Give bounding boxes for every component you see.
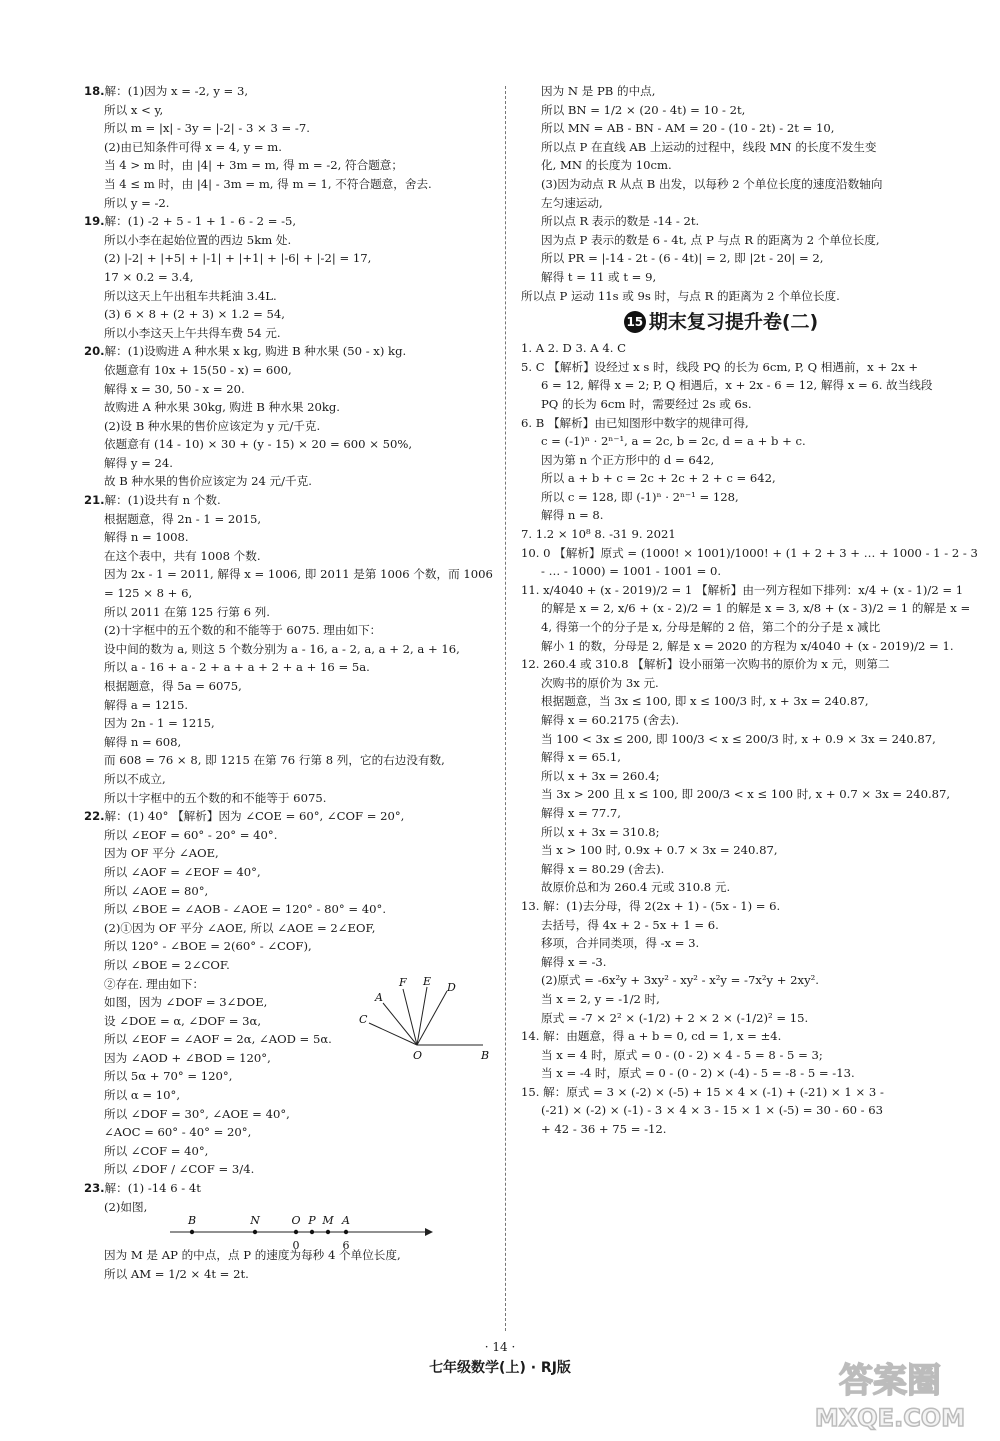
text-line — [521, 562, 921, 581]
line-text: 左匀速运动, — [541, 195, 603, 210]
line-text: 解得 t = 11 或 t = 9, — [541, 269, 657, 284]
text-line — [84, 249, 494, 268]
nl-label-m: M — [322, 1214, 334, 1227]
text-line — [84, 770, 494, 789]
line-text: 如图，因为 ∠DOF = 3∠DOE, — [104, 995, 268, 1010]
line-text: 解得 x = 65.1, — [541, 750, 621, 765]
line-text: (-21) × (-2) × (-1) - 3 × 4 × 3 - 15 × 1 × (-5) = 30 - 60 - 63 — [541, 1103, 883, 1118]
text-line — [84, 937, 494, 956]
text-line — [84, 101, 494, 120]
text-line — [521, 637, 954, 656]
line-text: 解得 x = 60.2175 (舍去). — [541, 713, 680, 727]
nl-label-o: O — [291, 1214, 301, 1227]
text-line — [521, 231, 921, 250]
line-text: 当 x > 100 时, 0.9x + 0.7 × 3x = 240.87, — [541, 843, 778, 858]
text-line — [84, 733, 494, 752]
text-line — [521, 194, 921, 213]
right-column-top — [521, 82, 921, 305]
label-f: F — [399, 976, 407, 989]
text-line — [84, 1105, 494, 1124]
line-text: 5. C 【解析】设经过 x s 时，线段 PQ 的长为 6cm, P, Q 相遇前，x + 2x + — [521, 359, 919, 374]
line-text: 所以小李在起始位置的西边 5km 处. — [104, 232, 292, 247]
line-text: 所以 ∠AOF = ∠EOF = 40°, — [104, 864, 261, 879]
line-text: 解得 n = 8. — [541, 508, 604, 523]
text-line — [521, 249, 921, 268]
text-line — [521, 730, 936, 749]
text-line — [84, 956, 494, 975]
line-text: 所以 x + 3x = 310.8; — [541, 824, 660, 839]
text-line — [521, 287, 921, 306]
text-line — [521, 860, 921, 879]
line-text: 因为 M 是 AP 的中点，点 P 的速度为每秒 4 个单位长度, — [104, 1248, 401, 1263]
problem-number: 22. — [84, 809, 105, 824]
nl-tick-6: 6 — [342, 1239, 350, 1252]
text-line — [521, 897, 921, 916]
text-line — [521, 138, 921, 157]
line-text: 所以 BN = 1/2 × (20 - 4t) = 10 - 2t, — [541, 102, 746, 117]
text-line — [521, 82, 921, 101]
problem-number: 18. — [84, 84, 105, 98]
line-text: 所以 c = 128, 即 (-1)ⁿ · 2ⁿ⁻¹ = 128, — [541, 489, 739, 504]
text-line — [84, 398, 494, 417]
line-text: 因为点 P 表示的数是 6 - 4t, 点 P 与点 R 的距离为 2 个单位长度, — [541, 232, 880, 247]
line-text: 所以 AM = 1/2 × 4t = 2t. — [104, 1266, 249, 1281]
line-text: (2) |-2| + |+5| + |-1| + |+1| + |-6| + |-2| = 17, — [104, 251, 372, 266]
text-line — [84, 919, 494, 938]
point-b — [190, 1230, 194, 1234]
line-text: 的解是 x = 2, x/6 + (x - 2)/2 = 1 的解是 x = 3, x/8 + (x - 3)/2 = 1 的解是 x = — [541, 601, 971, 616]
watermark-text: 答案圈 — [839, 1361, 941, 1401]
label-b: B — [481, 1049, 490, 1062]
line-text: 故原价总和为 260.4 元或 310.8 元. — [541, 880, 731, 895]
text-line — [521, 432, 921, 451]
line-text: 所以 ∠DOF / ∠COF = 3/4. — [104, 1162, 255, 1177]
text-line — [84, 342, 494, 361]
text-line — [84, 714, 494, 733]
line-text: 所以这天上午出租车共耗油 3.4L. — [104, 288, 277, 303]
text-line — [521, 1064, 921, 1083]
line-text: 当 100 < 3x ≤ 200, 即 100/3 < x ≤ 200/3 时, x + 0.9 × 3x = 240.87, — [541, 731, 936, 746]
point-o — [294, 1230, 298, 1234]
line-text: 所以点 P 在直线 AB 上运动的过程中，线段 MN 的长度不发生变 — [541, 139, 877, 154]
line-text: 解得 x = 77.7, — [541, 805, 621, 820]
text-line — [521, 101, 921, 120]
line-text: 所以 y = -2. — [104, 195, 170, 210]
line-text: 解得 x = 80.29 (舍去). — [541, 861, 665, 876]
text-line — [521, 156, 921, 175]
line-text: 当 x = 2, y = -1/2 时, — [541, 991, 660, 1006]
label-c: C — [359, 1013, 368, 1026]
nl-label-b: B — [187, 1214, 197, 1227]
text-line — [84, 565, 494, 584]
text-line — [521, 212, 921, 231]
text-line — [84, 826, 494, 845]
line-text: 6. B 【解析】由已知图形中数字的规律可得, — [521, 415, 749, 430]
problem-number: 21. — [84, 493, 105, 508]
line-text: 根据题意，当 3x ≤ 100, 即 x ≤ 100/3 时, x + 3x = 240.87, — [541, 694, 869, 709]
line-text: ②存在. 理由如下： — [104, 976, 205, 991]
text-line — [521, 469, 921, 488]
text-line — [84, 454, 494, 473]
line-text: 所以 x + 3x = 260.4; — [541, 768, 660, 783]
line-text: 因为 2n - 1 = 1215, — [104, 716, 215, 731]
text-line — [84, 472, 494, 491]
line-text: 所以 PR = |-14 - 2t - (6 - 4t)| = 2, 即 |2t - 20| = 2, — [541, 251, 824, 266]
line-text: PQ 的长为 6cm 时，需要经过 2s 或 6s. — [541, 396, 752, 411]
line-text: 14. 解：由题意，得 a + b = 0, cd = 1, x = ±4. — [521, 1029, 782, 1044]
line-text: (2)原式 = -6x²y + 3xy² - xy² - x²y = -7x²y + 2xy². — [541, 973, 819, 988]
line-text: 所以 a + b + c = 2c + 2c + 2 + c = 642, — [541, 471, 776, 486]
line-text: 13. 解：(1)去分母，得 2(2x + 1) - (5x - 1) = 6. — [521, 898, 781, 913]
line-text: 根据题意，得 5a = 6075, — [104, 679, 242, 693]
line-text: 1. A 2. D 3. A 4. C — [521, 341, 626, 356]
text-line — [84, 380, 494, 399]
text-line — [84, 435, 494, 454]
line-text: 所以 ∠BOE = 2∠COF. — [104, 957, 230, 972]
ray-oc — [369, 1023, 417, 1045]
text-line — [84, 175, 494, 194]
line-text: 17 × 0.2 = 3.4, — [104, 269, 194, 284]
text-line — [84, 82, 494, 101]
line-text: 解小 1 的数，分母是 2, 解是 x = 2020 的方程为 x/4040 + (x - 2019)/2 = 1. — [541, 638, 954, 653]
line-text: 所以 ∠BOE = ∠AOB - ∠AOE = 120° - 80° = 40°. — [104, 902, 386, 917]
label-a: A — [375, 991, 383, 1004]
line-text: (3)因为动点 R 从点 B 出发，以每秒 2 个单位长度的速度沿数轴向 — [541, 176, 883, 191]
point-m — [326, 1230, 330, 1234]
text-line — [84, 844, 494, 863]
book-title: 七年级数学(上) · RJ版 — [429, 1360, 571, 1376]
text-line — [521, 599, 971, 618]
nl-label-p: P — [308, 1214, 316, 1227]
text-line — [521, 990, 921, 1009]
line-text: 所以 α = 10°, — [104, 1088, 181, 1103]
text-line — [84, 287, 494, 306]
line-text: (2)由已知条件可得 x = 4, y = m. — [104, 139, 282, 154]
line-text: 因为第 n 个正方形中的 d = 642, — [541, 452, 715, 467]
text-line — [84, 324, 494, 343]
line-text: 所以 a - 16 + a - 2 + a + a + 2 + a + 16 = 5a. — [104, 660, 370, 675]
line-text: - … - 1000) = 1001 - 1001 = 0. — [541, 564, 722, 579]
line-text: 故 B 种水果的售价应该定为 24 元/千克. — [104, 474, 312, 489]
text-line — [84, 751, 494, 770]
point-a — [344, 1230, 348, 1234]
text-line — [521, 544, 978, 563]
line-text: 所以不成立, — [104, 771, 166, 786]
line-text: 所以 MN = AB - BN - AM = 20 - (10 - 2t) - 2t = 10, — [541, 121, 835, 136]
text-line — [521, 823, 921, 842]
text-line — [521, 1120, 921, 1139]
text-line — [521, 395, 921, 414]
line-text: (2)设 B 种水果的售价应该定为 y 元/千克. — [104, 418, 321, 433]
point-n — [253, 1230, 257, 1234]
text-line — [84, 621, 494, 640]
line-text: 解：(1) 40° 【解析】因为 ∠COE = 60°, ∠COF = 20°, — [104, 809, 405, 824]
text-line — [521, 1046, 921, 1065]
left-column — [84, 82, 494, 1283]
text-line — [521, 414, 921, 433]
text-line — [84, 119, 494, 138]
number-line-figure — [170, 1212, 435, 1256]
text-line — [521, 785, 951, 804]
line-text: ∠AOC = 60° - 40° = 20°, — [104, 1125, 252, 1140]
line-text: 所以 ∠DOF = 30°, ∠AOE = 40°, — [104, 1106, 290, 1121]
text-line — [521, 581, 964, 600]
text-line — [521, 488, 921, 507]
page-number: · 14 · — [484, 1340, 516, 1354]
line-text: 所以 ∠EOF = ∠AOF = 2α, ∠AOD = 5α. — [104, 1032, 332, 1047]
text-line — [521, 175, 921, 194]
line-text: 10. 0 【解析】原式 = (1000! × 1001)/1000! + (1 + 2 + 3 + … + 1000 - 1 - 2 - 3 — [521, 545, 978, 560]
text-line — [84, 789, 494, 808]
text-line — [84, 1142, 494, 1161]
section-title-text: 期末复习提升卷(二) — [648, 311, 819, 334]
line-text: 解：(1) -14 6 - 4t — [104, 1181, 201, 1196]
right-column — [521, 82, 978, 1139]
text-line — [84, 882, 494, 901]
label-e: E — [423, 975, 432, 988]
problem-number: 19. — [84, 214, 105, 229]
text-line — [521, 878, 921, 897]
text-line — [84, 138, 494, 157]
line-text: 解得 a = 1215. — [104, 697, 189, 712]
line-text: 4, 得第一个的分子是 x, 分母是解的 2 倍，第二个的分子是 x 减比 — [541, 620, 881, 635]
line-text: 次购书的原价为 3x 元. — [541, 675, 659, 690]
line-text: 6 = 12, 解得 x = 2; P, Q 相遇后，x + 2x - 6 = 12, 解得 x = 6. 故当线段 — [541, 378, 933, 393]
text-line — [84, 658, 494, 677]
text-line — [521, 1027, 921, 1046]
text-line — [521, 767, 921, 786]
line-text: 解得 y = 24. — [104, 455, 173, 470]
label-o: O — [413, 1049, 423, 1062]
text-line — [84, 603, 494, 622]
line-text: 所以 m = |x| - 3y = |-2| - 3 × 3 = -7. — [104, 121, 310, 136]
text-line — [521, 1009, 921, 1028]
text-line — [521, 674, 921, 693]
line-text: 因为 ∠AOD + ∠BOD = 120°, — [104, 1050, 271, 1065]
text-line — [521, 525, 921, 544]
line-text: 故购进 A 种水果 30kg, 购进 B 种水果 20kg. — [104, 400, 340, 415]
text-line — [521, 119, 921, 138]
text-line — [84, 584, 494, 603]
line-text: 解：(1) -2 + 5 - 1 + 1 - 6 - 2 = -5, — [104, 214, 297, 229]
text-line — [84, 1067, 494, 1086]
text-line — [84, 361, 494, 380]
line-text: 依题意有 10x + 15(50 - x) = 600, — [104, 362, 292, 377]
text-line — [84, 807, 494, 826]
nl-tick-0: 0 — [292, 1239, 300, 1252]
line-text: 化, MN 的长度为 10cm. — [541, 158, 672, 173]
line-text: 7. 1.2 × 10⁸ 8. -31 9. 2021 — [521, 527, 676, 542]
line-text: 当 3x > 200 且 x ≤ 100, 即 200/3 < x ≤ 100 时, x + 0.7 × 3x = 240.87, — [541, 787, 951, 802]
problem-number: 23. — [84, 1181, 105, 1196]
line-text: 原式 = -7 × 2² × (-1/2) + 2 × 2 × (-1/2)² = 15. — [541, 1010, 809, 1025]
text-line — [84, 156, 494, 175]
line-text: 解：(1)设共有 n 个数. — [104, 493, 221, 508]
text-line — [84, 1123, 494, 1142]
text-line — [84, 417, 494, 436]
angle-figure — [355, 975, 495, 1065]
text-line — [521, 692, 921, 711]
line-text: 11. x/4040 + (x - 2019)/2 = 1 【解析】由一列方程如下排列：x/4 + (x - 1)/2 = 1 — [521, 582, 964, 597]
text-line — [521, 1101, 921, 1120]
line-text: 当 x = 4 时，原式 = 0 - (0 - 2) × 4 - 5 = 8 - 5 = 3; — [541, 1047, 823, 1062]
text-line — [521, 711, 921, 730]
line-text: 依题意有 (14 - 10) × 30 + (y - 15) × 20 = 600 × 50%, — [104, 437, 413, 452]
line-text: 因为 OF 平分 ∠AOE, — [104, 846, 219, 861]
line-text: 当 4 > m 时，由 |4| + 3m = m, 得 m = -2, 符合题意； — [104, 158, 403, 173]
text-line — [521, 841, 921, 860]
text-line — [521, 655, 921, 674]
text-line — [84, 1265, 494, 1284]
text-line — [521, 1083, 921, 1102]
line-text: 因为 N 是 PB 的中点, — [541, 84, 656, 98]
line-text: 而 608 = 76 × 8, 即 1215 在第 76 行第 8 列，它的右边没有数, — [104, 753, 445, 768]
text-line — [521, 934, 921, 953]
line-text: 所以 x < y, — [104, 102, 164, 117]
text-line — [521, 971, 921, 990]
problem-number: 20. — [84, 344, 105, 359]
line-text: 所以点 R 表示的数是 -14 - 2t. — [541, 214, 700, 229]
line-text: 移项，合并同类项，得 -x = 3. — [541, 936, 700, 951]
line-text: (2)如图, — [104, 1199, 148, 1214]
text-line — [521, 916, 921, 935]
section-title — [521, 309, 921, 335]
line-text: (2)十字框中的五个数的和不能等于 6075. 理由如下： — [104, 623, 382, 638]
text-line — [84, 510, 494, 529]
line-text: 解得 x = -3. — [541, 954, 607, 969]
text-line — [84, 1179, 494, 1198]
text-line — [521, 358, 921, 377]
text-line — [84, 1160, 494, 1179]
nl-label-a: A — [342, 1214, 350, 1227]
text-line — [84, 1086, 494, 1105]
line-text: 解：(1)因为 x = -2, y = 3, — [104, 84, 249, 98]
text-line — [84, 212, 494, 231]
line-text: 解得 n = 1008. — [104, 530, 189, 545]
line-text: 解：(1)设购进 A 种水果 x kg, 购进 B 种水果 (50 - x) kg. — [104, 344, 407, 359]
line-text: 所以 ∠COF = 40°, — [104, 1143, 209, 1158]
label-d: D — [447, 981, 456, 994]
text-line — [521, 339, 921, 358]
text-line — [521, 804, 921, 823]
watermark-site: MXQE.COM — [814, 1404, 966, 1432]
text-line — [521, 618, 921, 637]
line-text: 解得 n = 608, — [104, 734, 182, 749]
text-line — [521, 451, 921, 470]
text-line — [84, 696, 494, 715]
line-text: 去括号，得 4x + 2 - 5x + 1 = 6. — [541, 917, 719, 932]
text-line — [521, 376, 933, 395]
line-text: 所以 2011 在第 125 行第 6 列. — [104, 604, 270, 619]
text-line — [84, 677, 494, 696]
line-text: (2)①因为 OF 平分 ∠AOE, 所以 ∠AOE = 2∠EOF, — [104, 920, 376, 935]
section-number-badge: 15 — [624, 311, 646, 333]
line-text: 所以小李这天上午共得车费 54 元. — [104, 325, 281, 340]
text-line — [521, 748, 921, 767]
nl-label-n: N — [250, 1214, 260, 1227]
watermark-logo — [792, 1356, 988, 1432]
text-line — [521, 506, 921, 525]
line-text: 所以十字框中的五个数的和不能等于 6075. — [104, 790, 327, 805]
text-line — [84, 863, 494, 882]
column-divider — [505, 86, 506, 1331]
line-text: 解得 x = 30, 50 - x = 20. — [104, 381, 245, 396]
line-text: (3) 6 × 8 + (2 + 3) × 1.2 = 54, — [104, 307, 285, 322]
line-text: 所以 ∠EOF = 60° - 20° = 40°. — [104, 827, 278, 842]
line-text: 所以 ∠AOE = 80°, — [104, 883, 209, 898]
line-text: c = (-1)ⁿ · 2ⁿ⁻¹, a = 2c, b = 2c, d = a + b + c. — [541, 434, 806, 449]
line-text: 在这个表中，共有 1008 个数. — [104, 548, 261, 563]
line-text: 所以点 P 运动 11s 或 9s 时，与点 R 的距离为 2 个单位长度. — [521, 288, 840, 303]
right-column-bottom — [521, 339, 978, 1139]
line-text: 15. 解：原式 = 3 × (-2) × (-5) + 15 × 4 × (-1) + (-21) × 1 × 3 - — [521, 1084, 884, 1099]
line-text: 设 ∠DOE = α, ∠DOF = 3α, — [104, 1013, 262, 1028]
line-text: 根据题意，得 2n - 1 = 2015, — [104, 511, 262, 526]
line-text: 因为 2x - 1 = 2011, 解得 x = 1006, 即 2011 是第 1006 个数，而 1006 — [104, 567, 493, 582]
line-text: 设中间的数为 a, 则这 5 个数分别为 a - 16, a - 2, a, a + 2, a + 16, — [104, 641, 460, 656]
text-line — [84, 491, 494, 510]
text-line — [84, 194, 494, 213]
text-line — [84, 231, 494, 250]
line-text: = 125 × 8 + 6, — [104, 586, 193, 601]
text-line — [521, 268, 921, 287]
line-text: 所以 5α + 70° = 120°, — [104, 1069, 233, 1084]
text-line — [84, 547, 494, 566]
line-text: 所以 120° - ∠BOE = 2(60° - ∠COF), — [104, 939, 312, 954]
text-line — [84, 900, 494, 919]
point-p — [310, 1230, 314, 1234]
text-line — [84, 528, 494, 547]
line-text: 12. 260.4 或 310.8 【解析】设小丽第一次购书的原价为 x 元，则第二 — [521, 657, 890, 672]
line-text: 当 x = -4 时，原式 = 0 - (0 - 2) × (-4) - 5 = -8 - 5 = -13. — [541, 1066, 855, 1081]
text-line — [84, 305, 494, 324]
text-line — [84, 268, 494, 287]
text-line — [84, 640, 494, 659]
text-line — [521, 953, 921, 972]
line-text: 当 4 ≤ m 时，由 |4| - 3m = m, 得 m = 1, 不符合题意，舍去. — [104, 176, 432, 191]
line-text: + 42 - 36 + 75 = -12. — [541, 1122, 667, 1137]
